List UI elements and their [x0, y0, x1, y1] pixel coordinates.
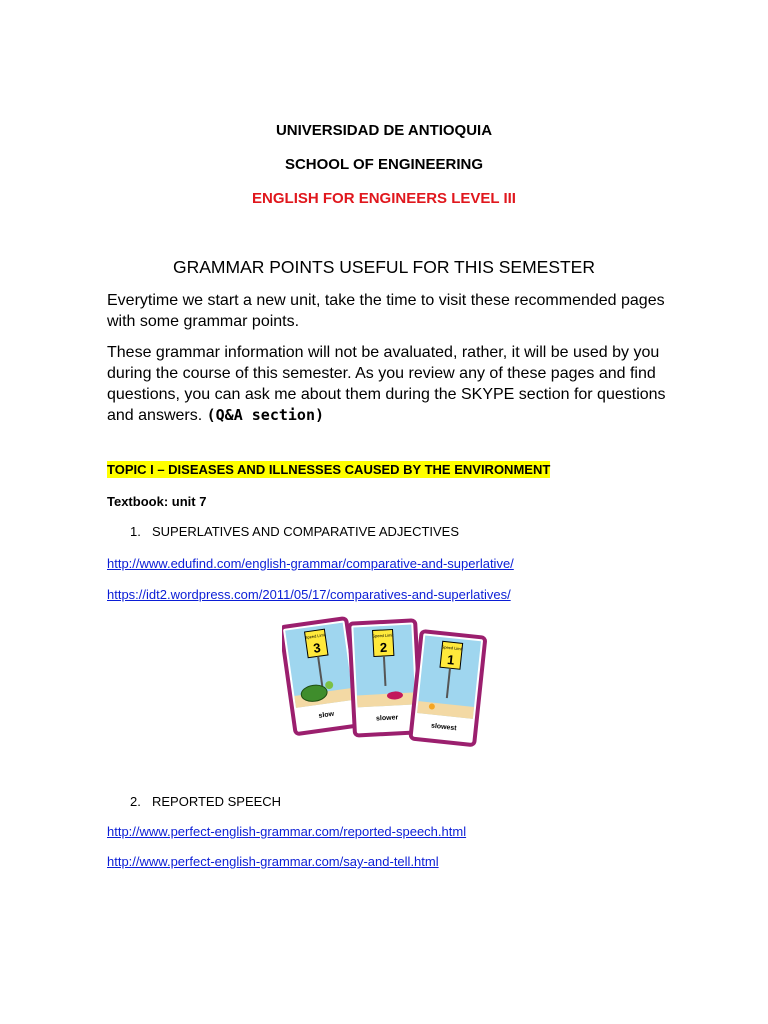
speed-card-2-sign-label: Speed Limit [372, 632, 394, 639]
link-comparatives-and-superlatives[interactable]: https://idt2.wordpress.com/2011/05/17/comparatives-and-superlatives/ [107, 587, 511, 602]
link-say-and-tell[interactable]: http://www.perfect-english-grammar.com/say-and-tell.html [107, 854, 439, 869]
section-2-title: REPORTED SPEECH [152, 794, 282, 809]
topic-title: TOPIC I – DISEASES AND ILLNESSES CAUSED BY THE ENVIRONMENT [107, 462, 551, 477]
section-2-number: 2. [130, 794, 141, 809]
link-reported-speech[interactable]: http://www.perfect-english-grammar.com/reported-speech.html [107, 824, 467, 839]
topic-heading [107, 462, 550, 477]
textbook-reference: Textbook: unit 7 [107, 494, 207, 509]
speed-card-1-number: 1 [446, 651, 456, 668]
speed-card-2-word: slower [375, 714, 399, 723]
section-2-heading [130, 794, 281, 809]
speed-card-2-number: 2 [379, 639, 388, 656]
qa-note: (Q&A section) [206, 406, 325, 424]
link-comparative-superlative[interactable]: http://www.edufind.com/english-grammar/comparative-and-superlative/ [107, 556, 514, 571]
section-1-heading [130, 524, 459, 539]
section-1-number: 1. [130, 524, 141, 539]
speed-card-1 [410, 631, 485, 745]
course-name: ENGLISH FOR ENGINEERS LEVEL III [252, 190, 516, 207]
university-name: UNIVERSIDAD DE ANTIOQUIA [275, 122, 493, 139]
page-title: GRAMMAR POINTS USEFUL FOR THIS SEMESTER [173, 257, 595, 277]
speed-card-3-sign-label: Speed Limit [304, 632, 327, 640]
speed-cards-illustration [282, 612, 488, 754]
intro-paragraph-2-text: These grammar information will not be avaluated, rather, it will be used by you during the course of this semester. As you review any of these pages and find questions, you can ask me about them during the SKYPE section for questions and answers. [107, 344, 666, 424]
speed-card-3-number: 3 [312, 639, 322, 656]
speed-card-1-word: slowest [430, 722, 457, 733]
intro-paragraph-2 [107, 342, 667, 426]
speed-card-3-word: slow [318, 710, 335, 720]
intro-paragraph-1: Everytime we start a new unit, take the time to visit these recommended pages with some grammar points. [107, 292, 665, 330]
school-name: SCHOOL OF ENGINEERING [284, 156, 484, 173]
section-1-title: SUPERLATIVES AND COMPARATIVE ADJECTIVES [152, 524, 460, 539]
speed-card-1-sign-label: Speed Limit [441, 644, 463, 652]
speed-card-2 [349, 620, 421, 735]
